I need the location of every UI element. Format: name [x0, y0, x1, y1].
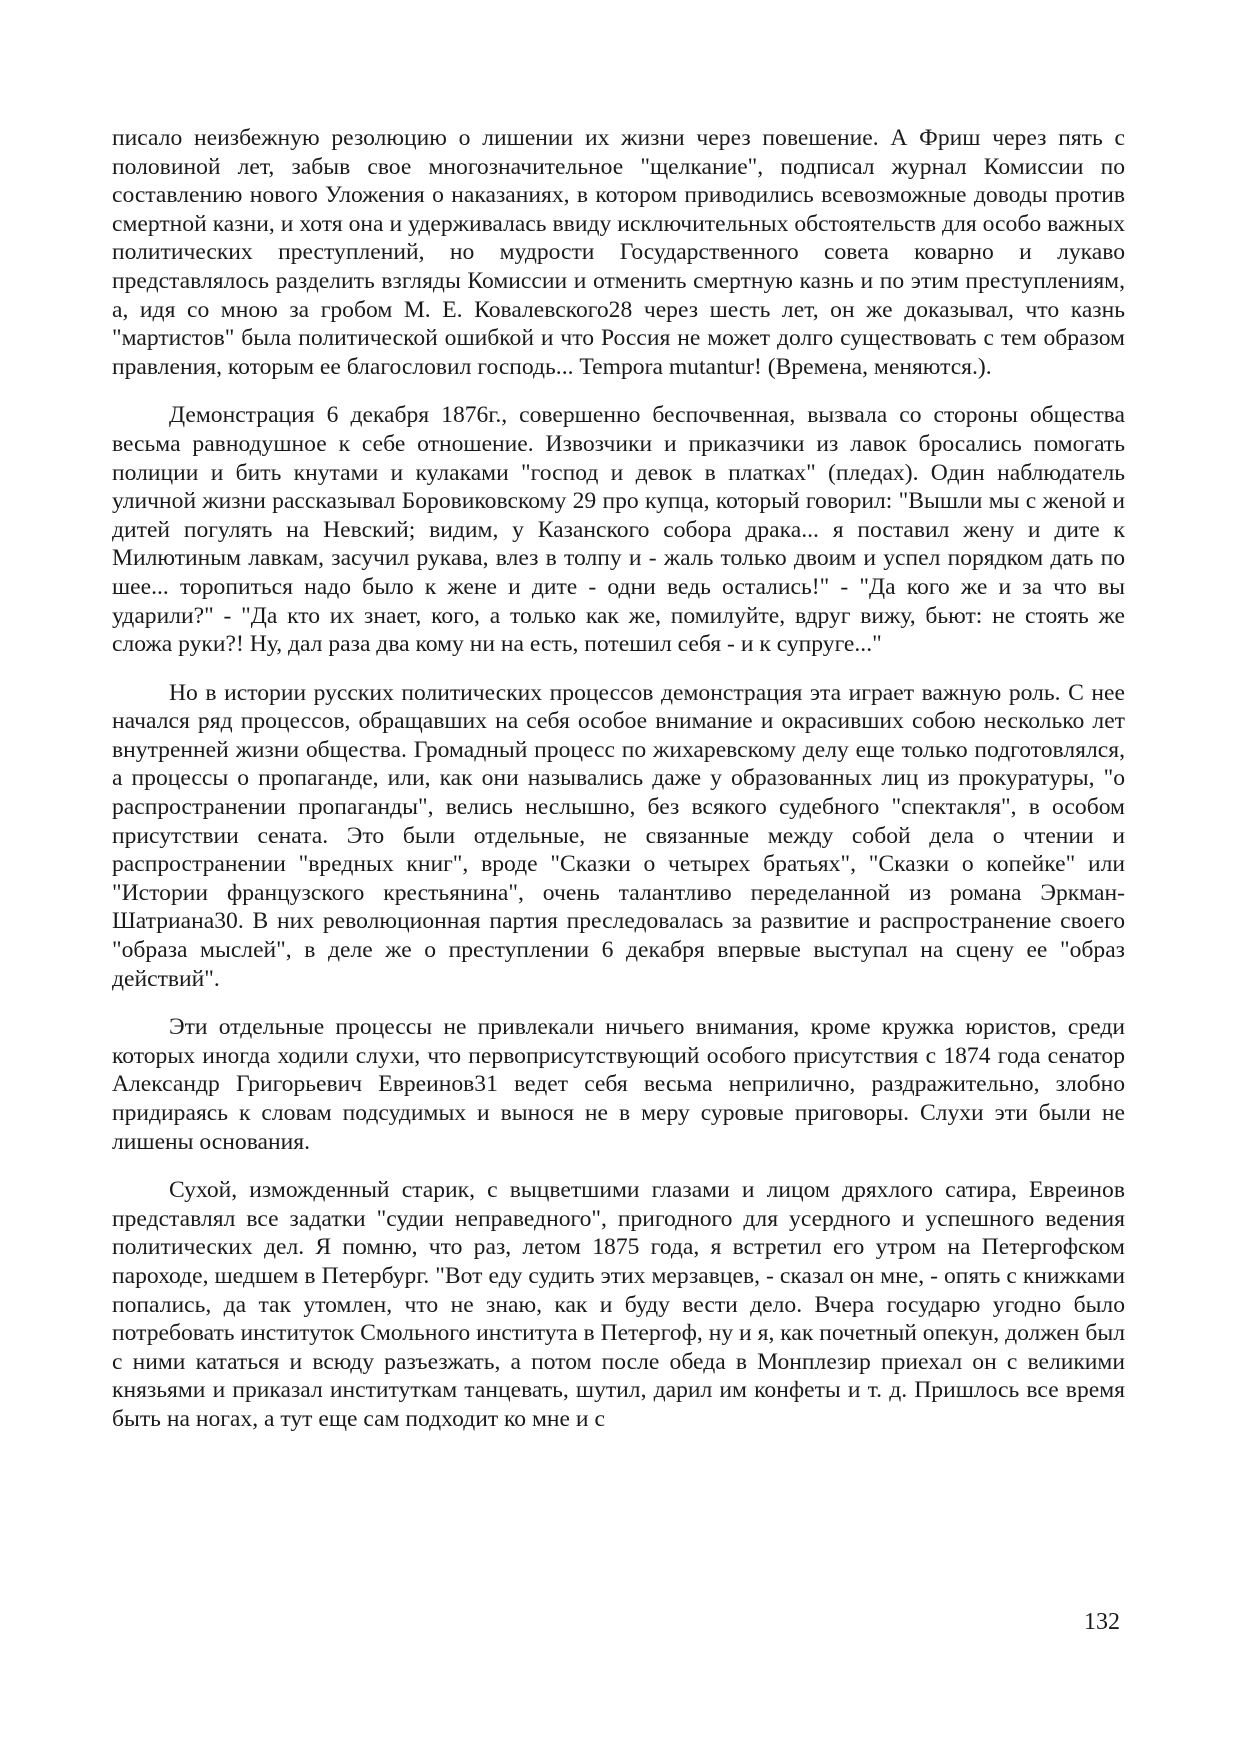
paragraph-2: Демонстрация 6 декабря 1876г., совершенно беспочвенная, вызвала со стороны общества весьма равнодушное к себе отношение. Извозчики и приказчики из лавок бросались помогать полиции и бить кнутами и кулаками "господ и девок в платках" (пледах). Один наблюдатель уличной жизни рассказывал Боровиковскому 29 про купца, который говорил: "Вышли мы с женой и дитей погулять на Невский; видим, у Казанского собора драка... я поставил жену и дите к Милютиным лавкам, засучил рукава, влез в толпу и - жаль только двоим и успел порядком дать по шее... торопиться надо было к жене и дите - одни ведь остались!" - "Да кого же и за что вы ударили?" - "Да кто их знает, кого, а только как же, помилуйте, вдруг вижу, бьют: не стоять же сложа руки?! Ну, дал раза два кому ни на есть, потешил себя - и к супруге...": [112, 402, 1125, 658]
paragraph-5: Сухой, изможденный старик, с выцветшими глазами и лицом дряхлого сатира, Евреинов представлял все задатки "судии неправедного", пригодного для усердного и успешного ведения политических дел. Я помню, что раз, летом 1875 года, я встретил его утром на Петергофском пароходе, шедшем в Петербург. "Вот еду судить этих мерзавцев, - сказал он мне, - опять с книжками попались, да так утомлен, что не знаю, как и буду вести дело. Вчера государю угодно было потребовать институток Смольного института в Петергоф, ну и я, как почетный опекун, должен был с ними кататься и всюду разъезжать, а потом после обеда в Монплезир приехал он с великими князьями и приказал институткам танцевать, шутил, дарил им конфеты и т. д. Пришлось все время быть на ногах, а тут еще сам подходит ко мне и с: [112, 1177, 1125, 1432]
paragraph-4: Эти отдельные процессы не привлекали ничьего внимания, кроме кружка юристов, среди которых иногда ходили слухи, что первоприсутствующий особого присутствия с 1874 года сенатор Александр Григорьевич Евреинов31 ведет себя весьма неприлично, раздражительно, злобно придираясь к словам подсудимых и вынося не в меру суровые приговоры. Слухи эти были не лишены основания.: [112, 1014, 1125, 1155]
paragraph-3: Но в истории русских политических процессов демонстрация эта играет важную роль. С нее начался ряд процессов, обращавших на себя особое внимание и окрасивших собою несколько лет внутренней жизни общества. Громадный процесс по жихаревскому делу еще только подготовлялся, а процессы о пропаганде, или, как они назывались даже у образованных лиц из прокуратуры, "о распространении пропаганды", велись неслышно, без всякого судебного "спектакля", в особом присутствии сената. Это были отдельные, не связанные между собой дела о чтении и распространении "вредных книг", вроде "Сказки о четырех братьях", "Сказки о копейке" или "Истории французского крестьянина", очень талантливо переделанной из романа Эркман-Шатриана30. В них революционная партия преследовалась за развитие и распространение своего "образа мыслей", в деле же о преступлении 6 декабря впервые выступал на сцену ее "образ действий".: [112, 679, 1125, 992]
body-text: [112, 124, 1125, 1454]
page-number: 132: [1084, 1609, 1120, 1635]
paragraph-1: писало неизбежную резолюцию о лишении их жизни через повешение. А Фриш через пять с половиной лет, забыв свое многозначительное "щелкание", подписал журнал Комиссии по составлению нового Уложения о наказаниях, в котором приводились всевозможные доводы против смертной казни, и хотя она и удерживалась ввиду исключительных обстоятельств для особо важных политических преступлений, но мудрости Государственного совета коварно и лукаво представлялось разделить взгляды Комиссии и отменить смертную казнь и по этим преступлениям, а, идя со мною за гробом М. Е. Ковалевского28 через шесть лет, он же доказывал, что казнь "мартистов" была политической ошибкой и что Россия не может долго существовать с тем образом правления, которым ее благословил господь... Tempora mutantur! (Времена, меняются.).: [112, 125, 1125, 380]
